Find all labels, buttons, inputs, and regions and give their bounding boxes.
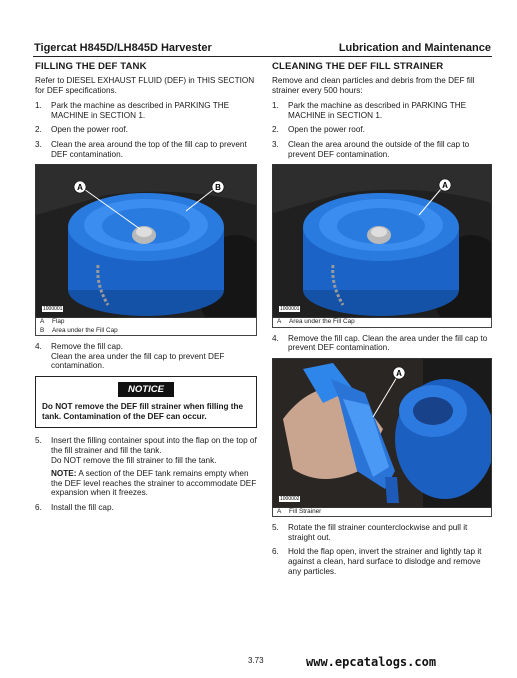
page-number: 3.73 — [248, 656, 264, 665]
legend-label: Flap — [52, 318, 65, 326]
cleaning-heading: CLEANING THE DEF FILL STRAINER — [272, 61, 444, 72]
step-text: Install the fill cap. — [51, 502, 114, 512]
section-title: Lubrication and Maintenance — [338, 42, 491, 54]
step-text: Park the machine as described in PARKING THE MACHINE in SECTION 1. — [51, 101, 230, 120]
legend-label: Area under the Fill Cap — [289, 318, 355, 326]
step-text: Rotate the fill strainer counterclockwise and pull it straight out. — [288, 523, 468, 542]
step-number: 2. — [272, 125, 279, 135]
left-column — [35, 61, 257, 518]
step-4 — [35, 342, 257, 371]
step-text: Open the power roof. — [288, 125, 365, 135]
note-label: NOTE: — [51, 469, 77, 479]
step-2 — [272, 125, 492, 135]
step-2 — [35, 125, 257, 135]
step-text: Open the power roof. — [51, 125, 128, 135]
def-tank-cap-image — [36, 165, 256, 317]
notice-box — [35, 376, 257, 429]
step-number: 1. — [35, 101, 42, 111]
step-6 — [35, 503, 257, 513]
legend-key: A — [277, 318, 282, 326]
notice-text: Do NOT remove the DEF fill strainer when filling the tank. Contamination of the DEF can occur. — [42, 401, 244, 421]
note-text: A section of the DEF tank remains empty when the DEF level reaches the strainer to accommodate DEF expansion when it freezes. — [51, 469, 257, 498]
step-text: Remove the fill cap. Clean the area under the fill cap to prevent DEF contamination. — [288, 333, 488, 353]
step-number: 2. — [35, 125, 42, 135]
step-subtext: Do NOT remove the fill strainer to fill the tank. — [51, 455, 217, 465]
step-1 — [272, 101, 492, 120]
step-number: 5. — [35, 436, 42, 446]
step-text: Clean the area around the outside of the fill cap to prevent DEF contamination. — [288, 139, 470, 159]
legend-row — [40, 318, 252, 326]
fill-strainer-image — [273, 359, 491, 507]
step-number: 4. — [272, 333, 279, 343]
fill-cap-photo — [35, 164, 257, 318]
step-number: 3. — [272, 139, 279, 149]
legend-row — [277, 508, 487, 516]
step-text: Park the machine as described in PARKING THE MACHINE in SECTION 1. — [288, 101, 467, 120]
legend-label: Area under the Fill Cap — [52, 326, 118, 334]
step-3 — [272, 140, 492, 159]
step-text: Hold the flap open, invert the strainer and lightly tap it against a clean, hard surface to dislodge and remove any particles. — [288, 547, 482, 576]
header-rule — [33, 56, 492, 57]
step-number: 1. — [272, 101, 279, 111]
step-subtext: Clean the area under the fill cap to prevent DEF contamination. — [51, 351, 225, 371]
step-5 — [35, 436, 257, 498]
legend-key: A — [40, 318, 45, 326]
callout-a-label: A — [396, 368, 402, 378]
filling-intro: Refer to DIESEL EXHAUST FLUID (DEF) in THIS SECTION for DEF specifications. — [35, 76, 255, 95]
step-3 — [35, 140, 257, 159]
document-title: Tigercat H845D/LH845D Harvester — [34, 42, 212, 54]
figure-legend — [272, 318, 492, 327]
def-tank-cap-image — [273, 165, 491, 317]
callout-a-label: A — [442, 181, 448, 191]
step-6 — [272, 547, 492, 576]
photo-id: 1000002 — [280, 495, 300, 502]
legend-key: B — [40, 326, 45, 334]
step-4 — [272, 334, 492, 353]
legend-key: A — [277, 507, 282, 515]
legend-label: Fill Strainer — [289, 507, 322, 515]
notice-badge: NOTICE — [118, 382, 174, 397]
legend-row — [277, 318, 487, 326]
photo-id: 1000001 — [43, 306, 63, 313]
step-number: 3. — [35, 139, 42, 149]
step-text: Remove the fill cap. — [51, 341, 123, 351]
photo-id: 1000001 — [280, 306, 300, 313]
callout-a-label: A — [77, 183, 83, 193]
figure-legend — [35, 318, 257, 336]
cap-area-photo — [272, 164, 492, 318]
watermark-link[interactable]: www.epcatalogs.com — [306, 655, 437, 669]
right-column — [272, 61, 492, 581]
step-number: 6. — [35, 502, 42, 512]
step-number: 5. — [272, 523, 279, 533]
legend-row — [40, 327, 252, 335]
step-1 — [35, 101, 257, 120]
callout-b-label: B — [215, 183, 221, 193]
cleaning-intro: Remove and clean particles and debris from the DEF fill strainer every 500 hours: — [272, 76, 475, 95]
filling-heading: FILLING THE DEF TANK — [35, 61, 147, 72]
step-number: 6. — [272, 547, 279, 557]
step-text: Clean the area around the top of the fill cap to prevent DEF contamination. — [51, 139, 247, 159]
fill-strainer-photo — [272, 358, 492, 508]
step-5 — [272, 523, 492, 542]
note — [51, 469, 257, 498]
step-text: Insert the filling container spout into the flap on the top of the fill strainer and fill the tank. — [51, 436, 257, 455]
step-number: 4. — [35, 341, 42, 351]
figure-legend — [272, 508, 492, 517]
